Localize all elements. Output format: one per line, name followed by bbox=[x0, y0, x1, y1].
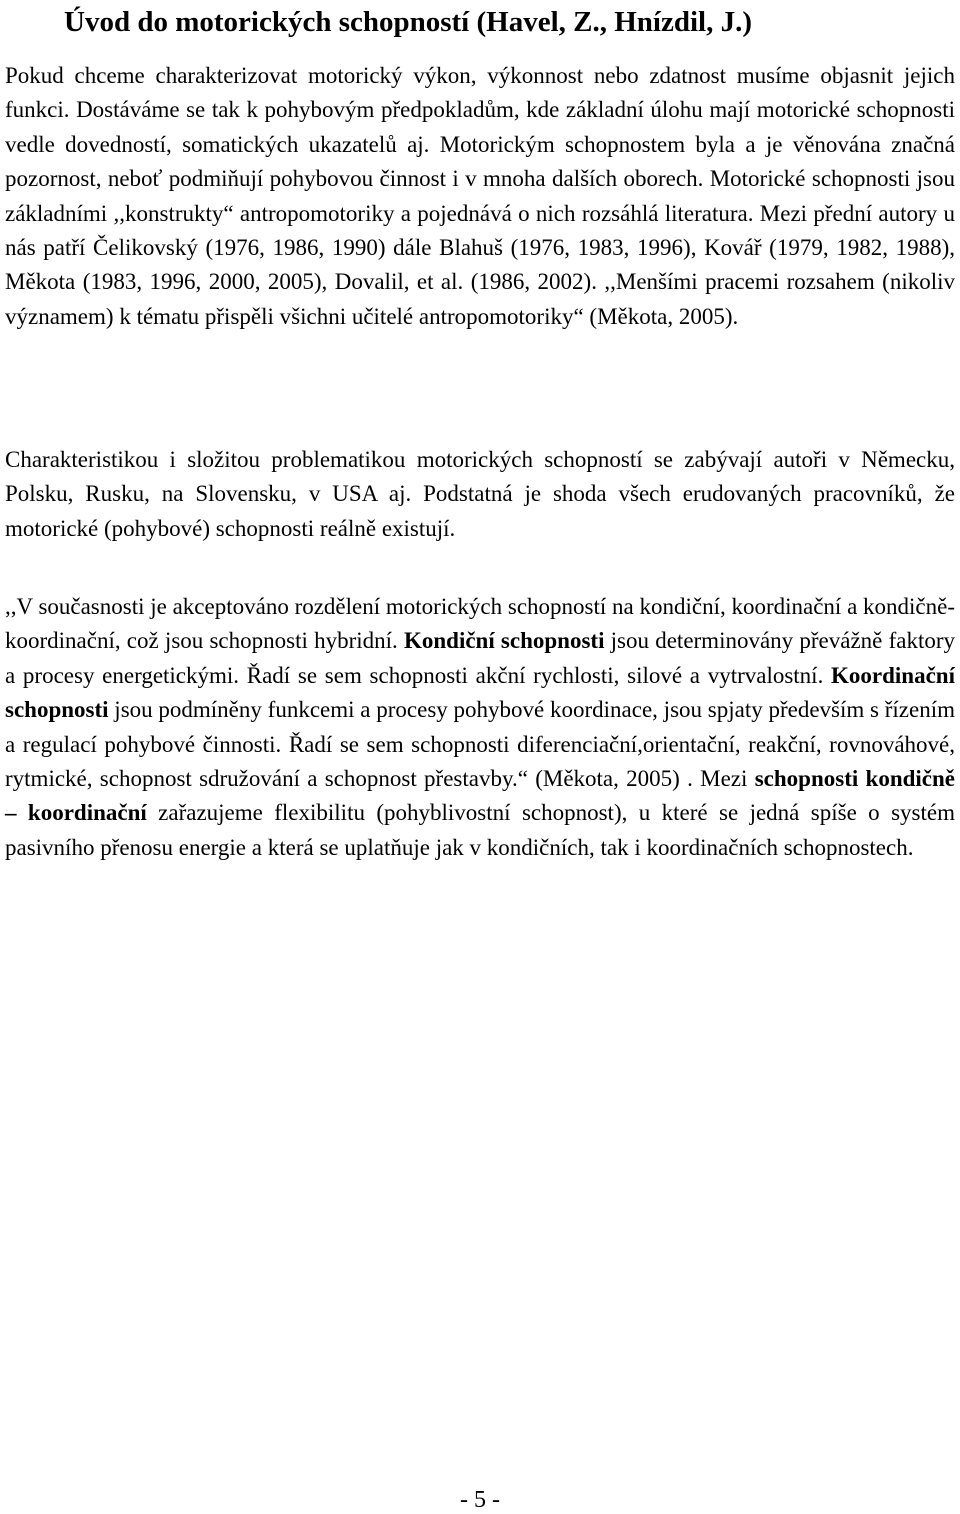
bold-term-hybrid: schopnosti kondičně – koordinační bbox=[5, 766, 955, 826]
paragraph-classification bbox=[5, 590, 955, 865]
bold-term-conditioning: Kondiční schopnosti bbox=[403, 628, 605, 654]
text-run: zařazujeme flexibilitu (pohyblivostní schopnost), u které se jedná spíše o systém pasivního přenosu energie a která se uplatňuje jak v kondičních, tak i koordinačních schopnostech. bbox=[5, 800, 955, 860]
text-run: jsou podmíněny funkcemi a procesy pohybové koordinace, jsou spjaty především s řízením a regulací pohybové činnosti. Řadí se sem schopnosti diferenciační,orientační, reakční, rovnováhové, rytmické, schopnost sdružování a schopnost přestavby.“ (Měkota, 2005) . Mezi bbox=[5, 697, 955, 792]
paragraph-intro bbox=[5, 59, 955, 334]
text-run: Pokud chceme charakterizovat motorický výkon, výkonnost nebo zdatnost musíme objasnit jejich funkci. Dostáváme se tak k pohybovým předpokladům, kde základní úlohu mají motorické schopnosti vedle dovedností, somatických ukazatelů aj. Motorickým schopnostem byla a je věnována značná pozornost, neboť podmiňují pohybovou činnost i v mnoha dalších oborech. Motorické schopnosti jsou základními ,,konstrukty“ antropomotoriky a pojednává o nich rozsáhlá literatura. Mezi přední autory u nás patří Čelikovský (1976, 1986, 1990) dále Blahuš (1976, 1983, 1996), Kovář (1979, 1982, 1988), Měkota (1983, 1996, 2000, 2005), Dovalil, et al. (1986, 2002). ,,Menšími pracemi rozsahem (nikoliv významem) k tématu přispěli všichni učitelé antropomotoriky“ (Měkota, 2005). bbox=[5, 63, 955, 329]
paragraph-characteristics bbox=[5, 443, 955, 546]
text-run: jsou determinovány převážně faktory a procesy energetickými. Řadí se sem schopnosti akční rychlosti, silové a vytrvalostní. bbox=[5, 628, 955, 688]
page-title: Úvod do motorických schopností (Havel, Z., Hnízdil, J.) bbox=[64, 6, 752, 38]
bold-term-coordination: Koordinační schopnosti bbox=[5, 662, 955, 723]
text-run: ,,V současnosti je akceptováno rozdělení motorických schopností na kondiční, koordinační a kondičně-koordinační, což jsou schopnosti hybridní. bbox=[5, 594, 955, 654]
page-number: - 5 - bbox=[460, 1487, 500, 1513]
text-run: Charakteristikou i složitou problematikou motorických schopností se zabývají autoři v Německu, Polsku, Rusku, na Slovensku, v USA aj. Podstatná je shoda všech erudovaných pracovníků, že motorické (pohybové) schopnosti reálně existují. bbox=[5, 447, 955, 541]
